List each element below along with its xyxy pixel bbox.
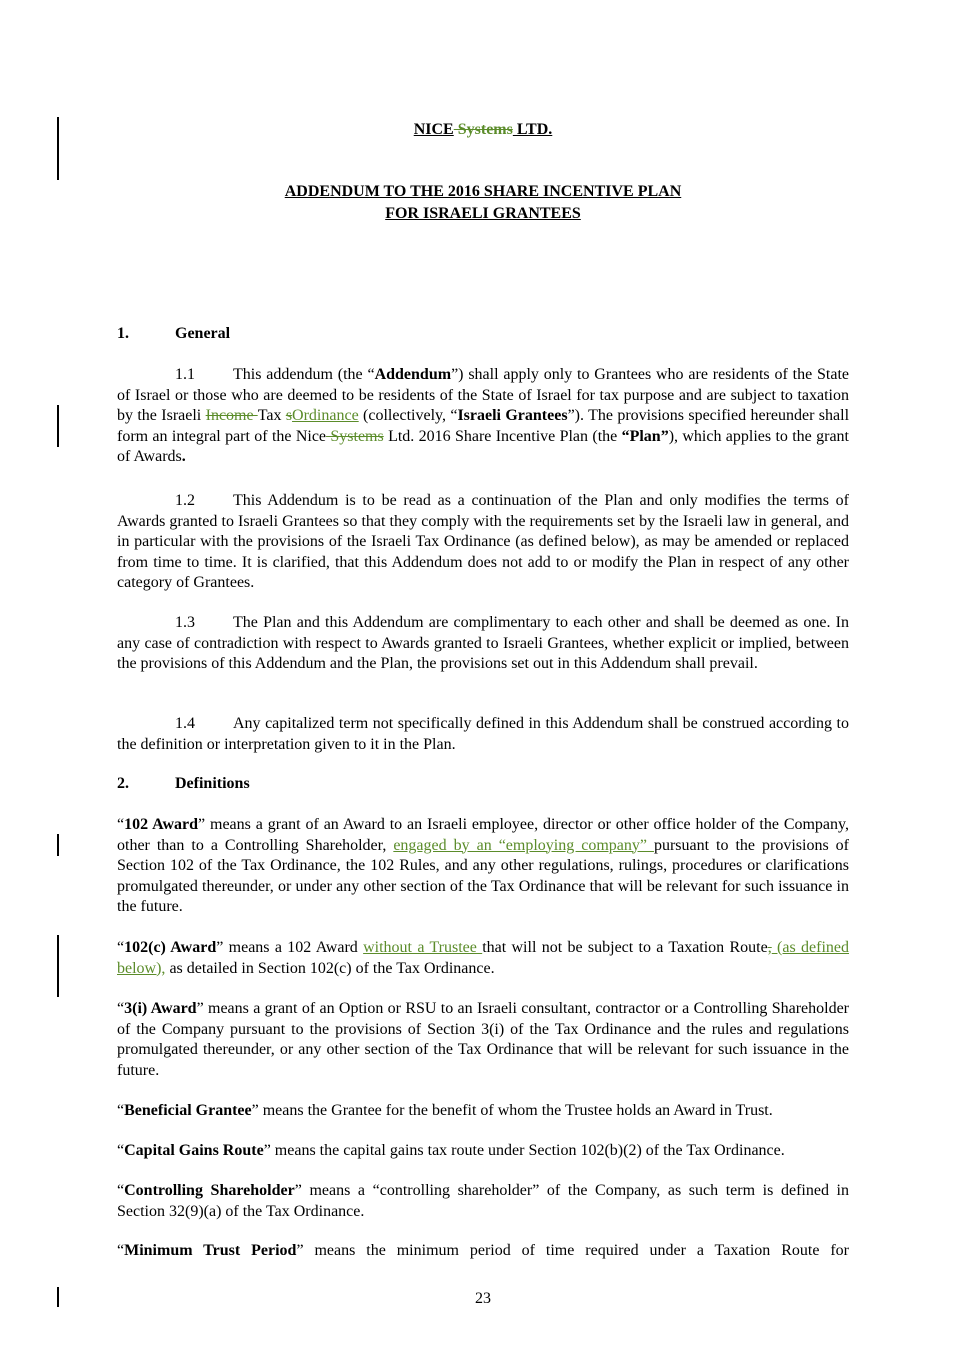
section-1-heading [117, 325, 230, 343]
paragraph-number: 1.2 [175, 492, 195, 509]
defined-term: Beneficial Grantee [124, 1102, 252, 1119]
defined-term: Capital Gains Route [124, 1142, 264, 1159]
paragraph-number: 1.4 [175, 715, 195, 732]
change-bar [57, 834, 59, 856]
company-name-prefix: NICE [413, 121, 454, 138]
inserted-text: (as defined below), [117, 939, 850, 977]
deleted-text: , [767, 939, 772, 956]
paragraph-1-4: 1.4 Any capitalized term not specifically defined in this Addendum shall be construed according to the definition or interpretation given to it in the Plan. [117, 715, 849, 753]
change-bar [57, 935, 59, 997]
definition-beneficial-grantee: “Beneficial Grantee” means the Grantee for the benefit of whom the Trustee holds an Award in Trust. [117, 1102, 773, 1119]
defined-term: Minimum Trust Period [124, 1242, 297, 1259]
section-number: 1. [117, 325, 129, 342]
inserted-text: without a Trustee [363, 939, 483, 956]
section-title: General [175, 325, 231, 342]
definition-102c-award: “102(c) Award” means a 102 Award without a Trustee that will not be subject to a Taxation Route, (as defined below), as detailed in Section 102(c) of the Tax Ordinance. [117, 939, 850, 977]
company-name-deleted: Systems [453, 121, 513, 138]
inserted-text: engaged by an “employing company” [393, 836, 654, 854]
section-title: Definitions [175, 775, 250, 792]
section-2-heading [117, 775, 250, 793]
definition-controlling-shareholder: “Controlling Shareholder” means a “controlling shareholder” of the Company, as such term is defined in Section 32(9)(a) of the Tax Ordinance. [117, 1182, 850, 1220]
addendum-title-line2: FOR ISRAELI GRANTEES [385, 205, 581, 222]
paragraph-number: 1.3 [175, 614, 195, 631]
paragraph-1-2: 1.2 This Addendum is to be read as a continuation of the Plan and only modifies the terms of Awards granted to Israeli Grantees so that they comply with the requirements set by the Israeli law in general, and in particular with the provisions of the Israeli Tax Ordinance (as defined below), as may be amended or replaced from time to time. It is clarified, that this Addendum does not add to or modify the Plan in respect of any other category of Grantees. [117, 492, 849, 591]
company-name-suffix: LTD. [512, 121, 553, 138]
defined-term: 102(c) Award [124, 939, 217, 956]
paragraph-1-1: 1.1 This addendum (the “Addendum”) shall apply only to Grantees who are residents of the State of Israel or those who are deemed to be residents of the State of Israel for tax purpose and are subject to taxation by the Israeli Income Tax sOrdinance (collectively, “Israeli Grantees”). The provisions specified hereunder shall form an integral part of the Nice Systems Ltd. 2016 Share Incentive Plan (the “Plan”), which applies to the grant of Awards. [117, 366, 850, 465]
paragraph-number: 1.1 [175, 366, 195, 383]
company-title [0, 121, 966, 139]
inserted-text: Ordinance [292, 407, 359, 424]
definition-capital-gains-route: “Capital Gains Route” means the capital gains tax route under Section 102(b)(2) of the Tax Ordinance. [117, 1142, 785, 1159]
change-bar [57, 405, 59, 447]
deleted-text: s [285, 407, 293, 424]
definition-minimum-trust-period: “Minimum Trust Period” means the minimum period of time required under a Taxation Route for [117, 1242, 850, 1259]
defined-term: 102 Award [124, 816, 199, 833]
defined-term: Controlling Shareholder [124, 1182, 295, 1199]
paragraph-1-3: 1.3 The Plan and this Addendum are complimentary to each other and shall be deemed as one. In any case of contradiction with respect to Awards granted to Israeli Grantees, whether explicit or implied, between the provisions of this Addendum and the Plan, the provisions set out in this Addendum shall prevail. [117, 614, 849, 672]
section-number: 2. [117, 775, 129, 792]
deleted-text: Income [205, 407, 258, 424]
page-number: 23 [475, 1290, 491, 1307]
defined-term: 3(i) Award [124, 1000, 197, 1017]
definition-102-award: “102 Award” means a grant of an Award to an Israeli employee, director or other office holder of the Company, other than to a Controlling Shareholder, engaged by an “employing company” pursuant to the provisions of Section 102 of the Tax Ordinance, the 102 Rules, and any other regulations, rulings, procedures or clarifications promulgated thereunder, or under any other section of the Tax Ordinance that will be relevant for such issuance in the future. [117, 816, 849, 915]
definition-3i-award: “3(i) Award” means a grant of an Option or RSU to an Israeli consultant, contractor or a Controlling Shareholder of the Company pursuant to the provisions of Section 3(i) of the Tax Ordinance and the rules and regulations promulgated thereunder, or any other section of the Tax Ordinance that will be relevant for such issuance in the future. [117, 1000, 850, 1079]
deleted-text: Systems [326, 427, 384, 445]
addendum-title-line1: ADDENDUM TO THE 2016 SHARE INCENTIVE PLAN [284, 183, 682, 200]
